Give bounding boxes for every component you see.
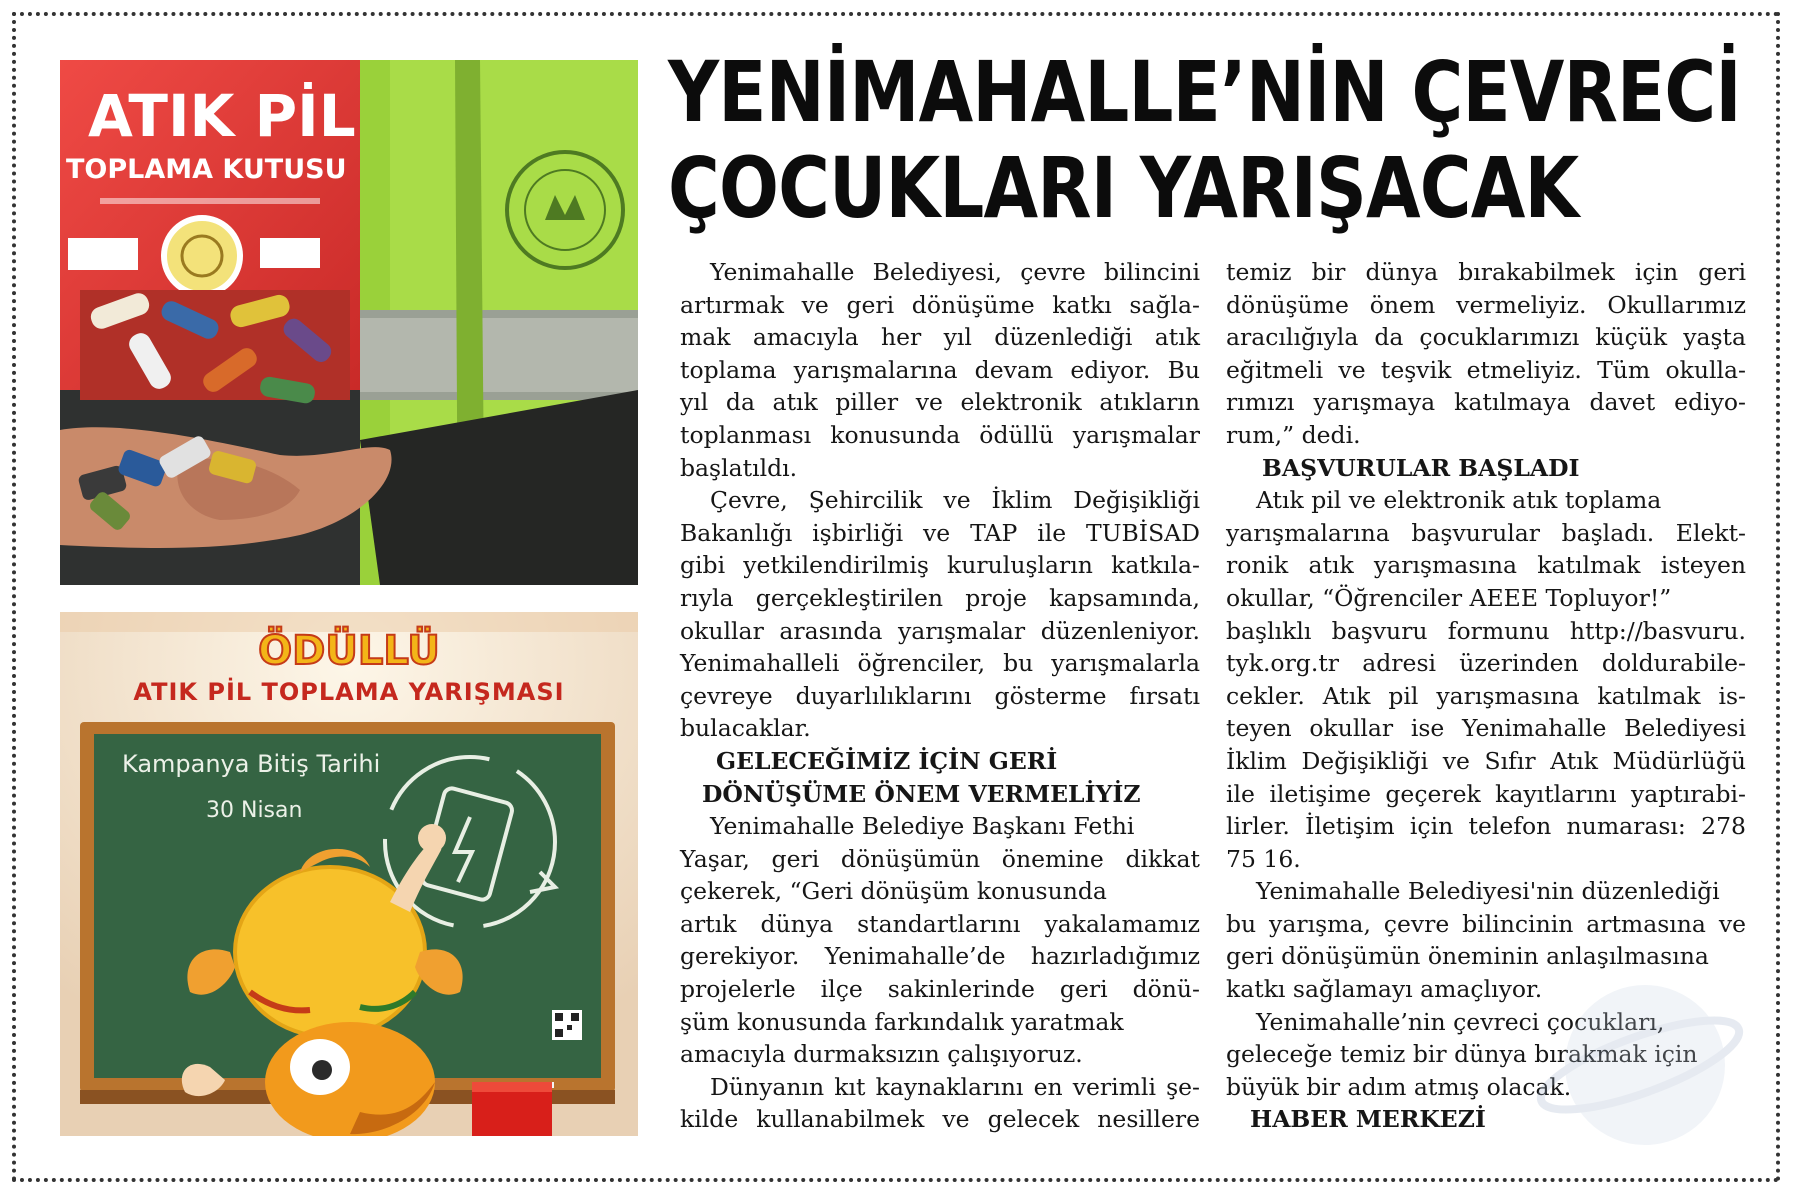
text-line: Yenimahalle Belediye Başkanı Fethi xyxy=(710,812,1135,841)
text-line: Dünyanın kıt kaynaklarını en verimli şe- xyxy=(710,1072,1200,1101)
text-line: toplanması konusunda ödüllü yarışmalar xyxy=(680,420,1200,449)
text-line: artık dünya standartlarını yakalamamız xyxy=(680,909,1200,938)
text-line: geri dönüşümün öneminin anlaşılmasına xyxy=(1226,942,1709,971)
text-line: Yenimahalle Belediyesi, çevre bilincini xyxy=(710,258,1200,286)
battery-box-photo xyxy=(60,60,638,585)
box-title-2: TOPLAMA KUTUSU xyxy=(66,154,347,185)
text-line: okullar, “Öğrenciler AEEE Topluyor!” xyxy=(1226,583,1672,612)
text-line: kilde kullanabilmek ve gelecek nesillere xyxy=(680,1105,1200,1134)
watermark-ring-icon xyxy=(1530,970,1750,1150)
text-line: başlatıldı. xyxy=(680,453,798,482)
paragraph xyxy=(1226,484,1746,517)
text-line: rıyla gerçekleştirilen proje kapsamında, xyxy=(680,583,1200,612)
text-line: şüm konusunda farkındalık yaratmak xyxy=(680,1007,1124,1036)
text-line: yıl da atık piller ve elektronik atıkların xyxy=(680,388,1200,417)
text-line: temiz bir dünya bırakabilmek için geri xyxy=(1226,258,1746,286)
text-line: başlıklı başvuru formunu http://basvuru. xyxy=(1226,616,1746,645)
text-line: bu yarışma, çevre bilincinin artmasına ve xyxy=(1226,909,1746,938)
text-line: dönüşüme önem vermeliyiz. Okullarımız xyxy=(1226,290,1746,319)
text-line: eğitmeli ve teşvik etmeliyiz. Tüm okulla- xyxy=(1226,355,1746,384)
text-line: projelerle ilçe sakinlerinde geri dönü- xyxy=(680,975,1200,1004)
text-line: Atık pil ve elektronik atık toplama xyxy=(1256,486,1662,515)
text-line: rımızı yarışmaya katılmaya davet ediyo- xyxy=(1226,388,1746,417)
text-line: okullar arasında yarışmalar düzenleniyor. xyxy=(680,616,1200,645)
article-column-1 xyxy=(680,256,1200,1136)
text-line: çekerek, “Geri dönüşüm konusunda xyxy=(680,877,1107,906)
paragraph xyxy=(680,484,1200,517)
paragraph xyxy=(680,1071,1200,1104)
headline-line-2: ÇOCUKLARI YARIŞACAK xyxy=(668,139,1579,237)
competition-poster xyxy=(60,612,638,1136)
text-line: Yenimahalleli öğrenciler, bu yarışmalarla xyxy=(680,649,1200,678)
subheading: GELECEĞİMİZ İÇİN GERİ xyxy=(716,746,1058,775)
poster-badge: ÖDÜLLÜ xyxy=(258,628,440,674)
box-title-1: ATIK PİL xyxy=(88,82,356,150)
text-line: tyk.org.tr adresi üzerinden doldurabile- xyxy=(1226,649,1746,678)
text-line: rum,” dedi. xyxy=(1226,420,1361,449)
board-line-2: 30 Nisan xyxy=(206,798,303,823)
paragraph xyxy=(680,256,1200,321)
paragraph xyxy=(680,810,1200,843)
subheading: BAŞVURULAR BAŞLADI xyxy=(1262,453,1580,482)
headline xyxy=(668,43,1741,237)
text-line: Yenimahalle Belediyesi'nin düzenlediği xyxy=(1256,877,1720,906)
byline: HABER MERKEZİ xyxy=(1250,1105,1486,1134)
text-line: İklim Değişikliği ve Sıfır Atık Müdürlüğü xyxy=(1226,746,1746,775)
headline-line-1: YENİMAHALLE’NİN ÇEVRECİ xyxy=(668,43,1741,141)
subheading: DÖNÜŞÜME ÖNEM VERMELİYİZ xyxy=(702,779,1141,808)
text-line: lirler. İletişim için telefon numarası: 278 xyxy=(1226,812,1746,841)
text-line: Bakanlığı işbirliği ve TAP ile TUBİSAD xyxy=(680,518,1200,547)
text-line: artırmak ve geri dönüşüme katkı sağla- xyxy=(680,290,1200,319)
text-line: çevreye duyarlılıklarını gösterme fırsatı xyxy=(680,681,1200,710)
text-line: amacıyla durmaksızın çalışıyoruz. xyxy=(680,1040,1083,1069)
text-line: yarışmalarına başvurular başladı. Elekt- xyxy=(1226,518,1746,547)
text-line: büyük bir adım atmış olacak. xyxy=(1226,1072,1572,1101)
text-line: ile iletişime geçerek kayıtlarını yaptırabi- xyxy=(1226,779,1746,808)
text-line: toplama yarışmalarına devam ediyor. Bu xyxy=(680,355,1200,384)
text-line: ronik atık yarışmasına katılmak isteyen xyxy=(1226,551,1746,580)
text-line: gerekiyor. Yenimahalle’de hazırladığımız xyxy=(680,942,1200,971)
text-line: Çevre, Şehircilik ve İklim Değişikliği xyxy=(710,486,1200,515)
text-line: cekler. Atık pil yarışmasına katılmak is- xyxy=(1226,681,1746,710)
poster-title: ATIK PİL TOPLAMA YARIŞMASI xyxy=(133,678,565,706)
text-line: geleceğe temiz bir dünya bırakmak için xyxy=(1226,1040,1698,1069)
board-line-1: Kampanya Bitiş Tarihi xyxy=(122,750,381,778)
text-line: katkı sağlamayı amaçlıyor. xyxy=(1226,975,1543,1004)
text-line: aracılığıyla da çocuklarımızı küçük yaşta xyxy=(1226,323,1746,352)
text-line: gibi yetkilendirilmiş kuruluşların katkıla- xyxy=(680,551,1200,580)
text-line: Yenimahalle’nin çevreci çocukları, xyxy=(1256,1007,1665,1036)
text-line: Yaşar, geri dönüşümün önemine dikkat xyxy=(680,844,1200,873)
text-line: mak amacıyla her yıl düzenlediği atık xyxy=(680,323,1200,352)
text-line: 75 16. xyxy=(1226,844,1301,873)
paragraph xyxy=(1226,875,1746,908)
text-line: teyen okullar ise Yenimahalle Belediyesi xyxy=(1226,714,1746,743)
text-line: bulacaklar. xyxy=(680,714,811,743)
